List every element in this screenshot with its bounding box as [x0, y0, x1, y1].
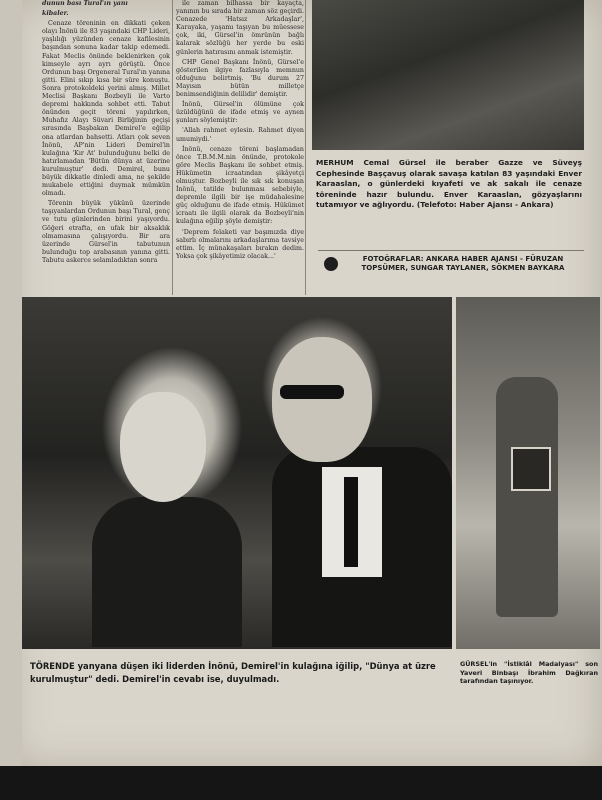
column-1-paragraph: Cenaze töreninin en dikkati çeken olayı İnönü ile 83 yaşındaki CHP Lideri, yaşlılığı yüzünden cenaze kafilesinin başından sonuna kadar takip edemedi. Fakat Meclis önünde beklenirken çok kimseyle ayrı ayrı görüştü. Önce Ordunun başı Orgeneral Tural'ın yanına gitti. Elini sıkıp kısa bir süre konuştu. Sonra protokoldeki yerini almış. Millet Meclisi Başkanı Bozbeyli ile Varto depremi hakkında sohbet etti. Tabut önünden geçit töreni yapılırken, Muhafız Alayı Süvari Birliğinin geçişi sırasında Başbakan Demirel'e eğilip ona atlardan bahsetti. Atları çok seven İnönü, AP'nin Lideri Demirel'in kulağına 'Kır At' bulunduğunu belki de hatırlamadan 'Bütün dünya at üzerine kurulmuştur' dedi. Demirel, bunu büyük dikkatle dinledi ama, ne şekilde mukabele ettiğini duymak mümkün olmadı. — [42, 20, 170, 198]
column-2-paragraph: 'Deprem felaketi var başımızda diye sabırlı olmalarını arkadaşlarıma tavsiye ettim. İç münakaşaları bırakın dedim. Yoksa çok şikâyetimiz olacak...' — [176, 228, 304, 260]
bullet-icon — [324, 257, 338, 271]
veteran-photo-caption: MERHUM Cemal Gürsel ile beraber Gazze ve Süveyş Cephesinde Başçavuş olarak savaşa katılan 83 yaşındaki Enver Karaaslan, o günlerdeki kıyafeti ve ak sakalı ile cenaze töreninde hazır bulundu. Enver Karaaslan, gözyaşlarını tutamıyor ve ağlıyordu. (Telefoto: Haber Ajansı - Ankara) — [316, 158, 582, 209]
column-1-heading: dunun bası Tural'ın yanı — [42, 0, 128, 7]
column-rule — [305, 0, 306, 295]
medal-bearer-photo — [456, 297, 600, 649]
medal-frame — [511, 447, 551, 491]
article-column-1 — [42, 0, 170, 295]
officer-figure — [496, 377, 558, 617]
column-1-heading-2: kibaler. — [42, 10, 69, 18]
sunglasses — [280, 385, 344, 399]
column-2-paragraph: 'Allah rahmet eylesin. Rahmet diyen umumiydi.' — [176, 127, 304, 143]
photo-credit-text: FOTOĞRAFLAR: ANKARA HABER AJANSI - FÜRUZAN TOPSÜMER, SUNGAR TAYLANER, SÖKMEN BAYKARA — [361, 255, 565, 272]
column-2-paragraph: İnönü, Gürsel'in ölümüne çok üzüldüğünü de ifade etmiş ve aynen şunları söylemiştir: — [176, 101, 304, 125]
medal-photo-caption: GÜRSEL'in "İstiklâl Madalyası" son Yaveri Binbaşı İbrahim Dağkıran tarafından taşınıyor. — [460, 660, 598, 685]
veteran-photo — [312, 0, 584, 150]
photo-credit-block — [318, 250, 584, 285]
column-1-paragraph: Törenin büyük yükünü üzerinde taşıyanlardan Ordunun başı Tural, genç ve tutu günlerinden birini yaşıyordu. Göğeri etrafta, en ufak bir aksaklık olmamasına çalışıyordu. Bir ara üzerinde Gürsel'in tabutunun bulunduğu top arabasının yanına gitti. Tabutu askerce selamladıktan sonra — [42, 200, 170, 264]
leaders-photo — [22, 297, 452, 649]
inonu-figure — [92, 497, 242, 647]
inonu-head — [120, 392, 206, 502]
page-margin — [0, 0, 22, 768]
article-column-2 — [176, 0, 304, 295]
column-rule — [172, 0, 173, 295]
leaders-photo-caption: TÖRENDE yanyana düşen iki liderden İnönü, Demirel'in kulağına iğilip, "Dünya at üzre kurulmuştur" dedi. Demirel'in cevabı ise, duyulmadı. — [30, 661, 436, 684]
demirel-head — [272, 337, 372, 462]
tie — [344, 477, 358, 567]
page-bottom-edge — [0, 766, 602, 800]
column-2-paragraph: İnönü, cenaze töreni başlamadan önce T.B.M.M.nin önünde, protokole göre Meclis Başkanı ile sohbet etmiş. Hükümetin icraatından şikâyetçi olmuştur. Bozbeyli ile sık sık konuşan İnönü, tatilde bulunması sebebiyle, depremle ilgili bir işe müdahalesine güç olduğunu de ifade etmiş. Hükümet icraatı ile ilgili olarak da Bozbeyli'nin kulağına eğilip şöyle demiştir: — [176, 145, 304, 226]
column-2-paragraph: CHP Genel Başkanı İnönü, Gürsel'e gösterilen ilgiye fazlasıyla memnun olduğunu belirtmiş. 'Bu durum 27 Mayısın bütün milletçe benimsendiğinin delilidir' demiştir. — [176, 58, 304, 99]
column-2-paragraph: ile zaman bilhassa bir kayaçta, yanının bu sırada bir zaman söz geçirdi. Cenazede 'Hatsız Arkadaşlar', Karayaka, yaşamı taşıyan bu müessese çok, iki, Gürsel'in ömrünün bağlı kalarak sözlüğü her yerde bu eski günlerin hatırasını anmak istemiştir. — [176, 0, 304, 56]
